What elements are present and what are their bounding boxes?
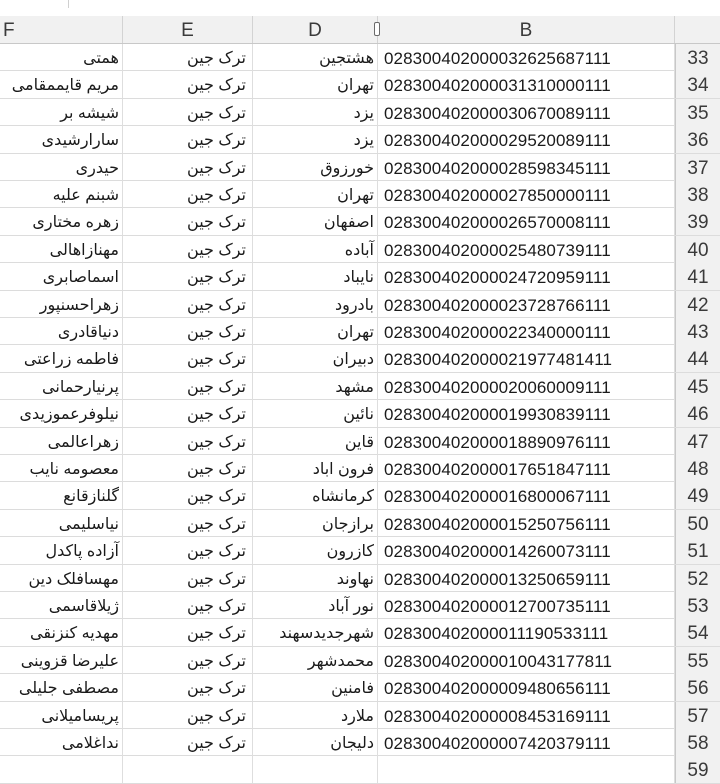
cell-city[interactable]: کرمانشاه (253, 482, 378, 509)
row-number[interactable]: 35 (675, 99, 720, 126)
cell-name[interactable]: اسماصابری (0, 263, 123, 290)
row-number[interactable]: 39 (675, 208, 720, 235)
cell-city[interactable] (253, 756, 378, 783)
cell-code[interactable]: 028300402000022340000111 (378, 318, 675, 345)
cell-brand[interactable]: ترک جین (123, 482, 253, 509)
cell-city[interactable]: تهران (253, 181, 378, 208)
row-number[interactable]: 33 (675, 44, 720, 71)
cell-city[interactable]: آباده (253, 236, 378, 263)
cell-name[interactable]: آزاده پاکدل (0, 537, 123, 564)
cell-name[interactable]: زهراعالمی (0, 428, 123, 455)
table-row (0, 647, 720, 674)
cell-code[interactable]: 028300402000008453169111 (378, 702, 675, 729)
cell-brand[interactable]: ترک جین (123, 565, 253, 592)
cell-brand[interactable]: ترک جین (123, 373, 253, 400)
row-number[interactable]: 41 (675, 263, 720, 290)
cell-code[interactable]: 028300402000020060009111 (378, 373, 675, 400)
cell-brand[interactable]: ترک جین (123, 537, 253, 564)
cell-brand[interactable]: ترک جین (123, 702, 253, 729)
cell-code[interactable]: 028300402000017651847111 (378, 455, 675, 482)
spreadsheet-grid (0, 16, 720, 782)
row-number[interactable]: 55 (675, 647, 720, 674)
cell-code[interactable]: 028300402000012700735111 (378, 592, 675, 619)
table-row (0, 565, 720, 592)
row-number[interactable]: 47 (675, 428, 720, 455)
cell-name[interactable]: حیدری (0, 154, 123, 181)
cell-city[interactable]: فرون اباد (253, 455, 378, 482)
cell-brand[interactable]: ترک جین (123, 674, 253, 701)
cell-city[interactable]: نائین (253, 400, 378, 427)
cell-city[interactable]: یزد (253, 126, 378, 153)
cell-city[interactable]: دلیجان (253, 729, 378, 756)
cell-city[interactable]: فامنین (253, 674, 378, 701)
cell-name[interactable]: سارارشیدی (0, 126, 123, 153)
table-row (0, 236, 720, 263)
cell-name[interactable]: پریسامیلانی (0, 702, 123, 729)
cell-code[interactable] (378, 756, 675, 783)
column-header-f[interactable]: F (0, 16, 123, 43)
cell-name[interactable]: علیرضا قزوینی (0, 647, 123, 674)
row-number[interactable]: 34 (675, 71, 720, 98)
cell-code[interactable]: 028300402000019930839111 (378, 400, 675, 427)
cell-code[interactable]: 028300402000018890976111 (378, 428, 675, 455)
cell-code[interactable]: 028300402000009480656111 (378, 674, 675, 701)
table-row (0, 592, 720, 619)
row-number[interactable]: 59 (675, 756, 720, 783)
top-band (0, 0, 720, 16)
cell-code[interactable]: 028300402000032625687111 (378, 44, 675, 71)
row-number[interactable]: 56 (675, 674, 720, 701)
cell-city[interactable]: هشتجین (253, 44, 378, 71)
cell-name[interactable]: مصطفی جلیلی (0, 674, 123, 701)
row-number[interactable]: 50 (675, 510, 720, 537)
table-row (0, 373, 720, 400)
table-row (0, 345, 720, 372)
cell-code[interactable]: 028300402000027850000111 (378, 181, 675, 208)
cell-name[interactable]: ژیلاقاسمی (0, 592, 123, 619)
cell-name[interactable]: مریم قایممقامی (0, 71, 123, 98)
row-number[interactable]: 36 (675, 126, 720, 153)
row-number[interactable]: 43 (675, 318, 720, 345)
cell-brand[interactable]: ترک جین (123, 455, 253, 482)
table-row (0, 756, 720, 783)
row-number[interactable]: 37 (675, 154, 720, 181)
cell-brand[interactable]: ترک جین (123, 619, 253, 646)
table-row (0, 99, 720, 126)
table-row (0, 44, 720, 71)
column-header-row (0, 16, 720, 44)
cell-name[interactable]: مهنازاهالی (0, 236, 123, 263)
cell-brand[interactable]: ترک جین (123, 318, 253, 345)
cell-name[interactable]: شیشه بر (0, 99, 123, 126)
cell-name[interactable]: همتی (0, 44, 123, 71)
cell-city[interactable]: بادرود (253, 291, 378, 318)
cell-brand[interactable]: ترک جین (123, 154, 253, 181)
ruler-tick (68, 0, 69, 8)
row-number[interactable]: 38 (675, 181, 720, 208)
cell-name[interactable]: نداغلامی (0, 729, 123, 756)
cell-city[interactable]: کازرون (253, 537, 378, 564)
cell-city[interactable]: تهران (253, 71, 378, 98)
table-row (0, 154, 720, 181)
column-header-d[interactable]: D (253, 16, 378, 43)
table-row (0, 291, 720, 318)
cell-brand[interactable]: ترک جین (123, 99, 253, 126)
cell-brand[interactable]: ترک جین (123, 126, 253, 153)
table-row (0, 208, 720, 235)
table-row (0, 126, 720, 153)
cell-city[interactable]: ملارد (253, 702, 378, 729)
cell-brand[interactable]: ترک جین (123, 44, 253, 71)
cell-brand[interactable]: ترک جین (123, 208, 253, 235)
cell-name[interactable]: پرنیارحمانی (0, 373, 123, 400)
row-number[interactable]: 42 (675, 291, 720, 318)
cell-code[interactable]: 028300402000030670089111 (378, 99, 675, 126)
cell-code[interactable]: 028300402000023728766111 (378, 291, 675, 318)
cell-brand[interactable]: ترک جین (123, 647, 253, 674)
cell-brand[interactable]: ترک جین (123, 291, 253, 318)
cell-name[interactable]: معصومه نایب (0, 455, 123, 482)
cell-brand[interactable]: ترک جین (123, 592, 253, 619)
cell-name[interactable]: مهسافلک دین (0, 565, 123, 592)
cell-code[interactable]: 028300402000014260073111 (378, 537, 675, 564)
cell-city[interactable]: مشهد (253, 373, 378, 400)
row-number[interactable]: 44 (675, 345, 720, 372)
cell-brand[interactable]: ترک جین (123, 263, 253, 290)
cell-code[interactable]: 028300402000029520089111 (378, 126, 675, 153)
cell-city[interactable]: شهرجدیدسهند (253, 619, 378, 646)
table-row (0, 400, 720, 427)
cell-code[interactable]: 028300402000016800067111 (378, 482, 675, 509)
cell-brand[interactable]: ترک جین (123, 71, 253, 98)
cell-brand[interactable]: ترک جین (123, 428, 253, 455)
table-row (0, 71, 720, 98)
cell-city[interactable]: نایباد (253, 263, 378, 290)
cell-code[interactable]: 028300402000026570008111 (378, 208, 675, 235)
cell-brand[interactable]: ترک جین (123, 236, 253, 263)
cell-city[interactable]: قاین (253, 428, 378, 455)
cell-name[interactable]: شبنم علیه (0, 181, 123, 208)
row-number[interactable]: 48 (675, 455, 720, 482)
cell-code[interactable]: 028300402000013250659111 (378, 565, 675, 592)
cell-name[interactable]: نیاسلیمی (0, 510, 123, 537)
cell-name[interactable]: نیلوفرعموزیدی (0, 400, 123, 427)
cell-name[interactable]: مهدیه کنزنقی (0, 619, 123, 646)
cell-city[interactable]: دبیران (253, 345, 378, 372)
cell-brand[interactable]: ترک جین (123, 400, 253, 427)
cell-code[interactable]: 028300402000024720959111 (378, 263, 675, 290)
cell-code[interactable]: 028300402000011190533111 (378, 619, 675, 646)
row-number[interactable]: 58 (675, 729, 720, 756)
row-number[interactable]: 51 (675, 537, 720, 564)
cell-city[interactable]: نهاوند (253, 565, 378, 592)
cell-name[interactable] (0, 756, 123, 783)
table-row (0, 428, 720, 455)
column-header-b[interactable]: B (378, 16, 675, 43)
cell-code[interactable]: 028300402000010043177811 (378, 647, 675, 674)
cell-name[interactable]: دنیاقادری (0, 318, 123, 345)
cell-city[interactable]: تهران (253, 318, 378, 345)
table-row (0, 263, 720, 290)
cell-city[interactable]: برازجان (253, 510, 378, 537)
table-row (0, 619, 720, 646)
table-row (0, 674, 720, 701)
row-number[interactable]: 46 (675, 400, 720, 427)
table-row (0, 729, 720, 756)
cell-name[interactable]: گلنازقانع (0, 482, 123, 509)
cell-city[interactable]: یزد (253, 99, 378, 126)
table-row (0, 455, 720, 482)
table-row (0, 510, 720, 537)
hidden-column-handle[interactable] (374, 22, 380, 36)
cell-code[interactable]: 028300402000015250756111 (378, 510, 675, 537)
cell-name[interactable]: زهره مختاری (0, 208, 123, 235)
cell-city[interactable]: محمدشهر (253, 647, 378, 674)
cell-name[interactable]: زهراحسنپور (0, 291, 123, 318)
cell-code[interactable]: 028300402000028598345111 (378, 154, 675, 181)
cell-code[interactable]: 028300402000021977481411 (378, 345, 675, 372)
cell-brand[interactable]: ترک جین (123, 181, 253, 208)
cell-name[interactable]: فاطمه زراعتی (0, 345, 123, 372)
table-row (0, 181, 720, 208)
cell-brand[interactable] (123, 756, 253, 783)
table-row (0, 702, 720, 729)
row-number[interactable]: 53 (675, 592, 720, 619)
row-number[interactable]: 52 (675, 565, 720, 592)
row-header-corner[interactable] (675, 16, 720, 43)
row-number[interactable]: 54 (675, 619, 720, 646)
cell-code[interactable]: 028300402000031310000111 (378, 71, 675, 98)
cell-city[interactable]: نور آباد (253, 592, 378, 619)
cell-code[interactable]: 028300402000025480739111 (378, 236, 675, 263)
cell-code[interactable]: 028300402000007420379111 (378, 729, 675, 756)
cell-city[interactable]: خورزوق (253, 154, 378, 181)
row-number[interactable]: 40 (675, 236, 720, 263)
row-number[interactable]: 45 (675, 373, 720, 400)
cell-city[interactable]: اصفهان (253, 208, 378, 235)
cell-brand[interactable]: ترک جین (123, 729, 253, 756)
row-number[interactable]: 57 (675, 702, 720, 729)
table-row (0, 318, 720, 345)
table-row (0, 537, 720, 564)
row-number[interactable]: 49 (675, 482, 720, 509)
cell-brand[interactable]: ترک جین (123, 345, 253, 372)
table-row (0, 482, 720, 509)
cell-brand[interactable]: ترک جین (123, 510, 253, 537)
column-header-e[interactable]: E (123, 16, 253, 43)
